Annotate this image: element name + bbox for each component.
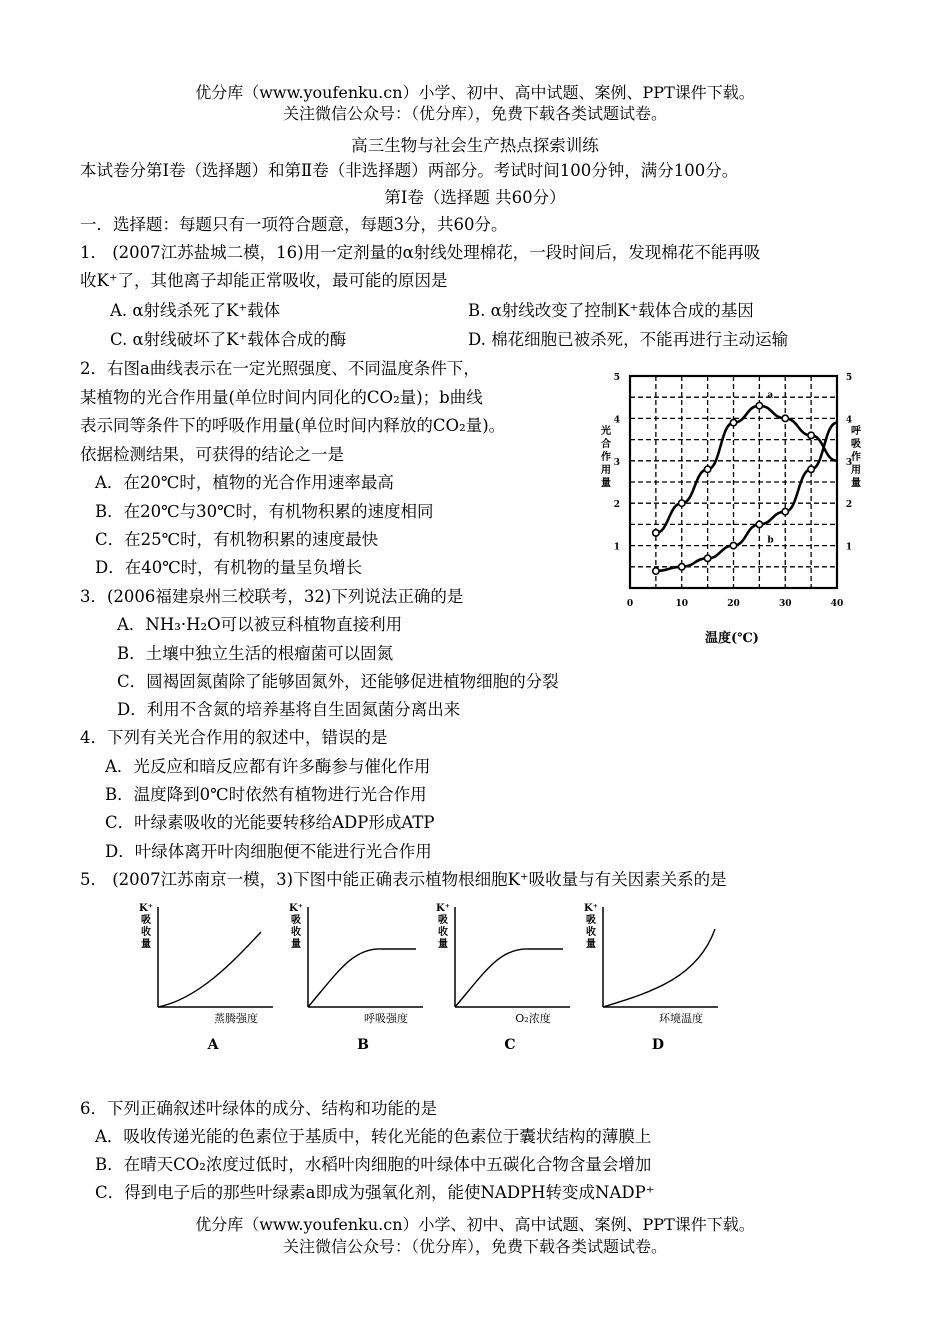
exam-intro: 本试卷分第Ⅰ卷（选择题）和第Ⅱ卷（非选择题）两部分。考试时间100分钟，满分100分。 bbox=[80, 161, 739, 180]
q4-option-c: C．叶绿素吸收的光能要转移给ADP形成ATP bbox=[105, 813, 435, 832]
q3-option-d: D．利用不含氮的培养基将自生固氮菌分离出来 bbox=[117, 700, 461, 719]
q6-option-b: B．在晴天CO₂浓度过低时，水稻叶肉细胞的叶绿体中五碳化合物含量会增加 bbox=[95, 1155, 652, 1174]
series-label-b: b bbox=[767, 535, 774, 546]
y-tick-label-left: 3 bbox=[613, 457, 620, 468]
q3-stem: 3．(2006福建泉州三校联考，32)下列说法正确的是 bbox=[80, 587, 464, 606]
panel-curve-C bbox=[455, 949, 563, 1007]
q6-stem: 6．下列正确叙述叶绿体的成分、结构和功能的是 bbox=[80, 1099, 437, 1118]
header-line1: 优分库（www.youfenku.cn）小学、初中、高中试题、案例、PPT课件下载。 bbox=[195, 83, 755, 102]
q6-option-c: C．得到电子后的那些叶绿素a即成为强氧化剂，能使NADPH转变成NADP⁺ bbox=[95, 1183, 655, 1202]
panel-y-label: K⁺吸收量 bbox=[584, 903, 598, 950]
data-point-a bbox=[679, 500, 685, 506]
panel-x-label: 环境温度 bbox=[659, 1012, 703, 1025]
x-tick-label: 10 bbox=[675, 599, 689, 609]
y-tick-label-right: 3 bbox=[845, 457, 853, 468]
q2-option-a: A．在20℃时，植物的光合作用速率最高 bbox=[95, 473, 394, 492]
y-tick-label-left: 5 bbox=[613, 373, 620, 383]
panel-curve-B bbox=[308, 949, 416, 1007]
data-point-a bbox=[704, 466, 710, 472]
q4-option-d: D．叶绿体离开叶肉细胞便不能进行光合作用 bbox=[105, 842, 432, 861]
y-tick-label-right: 5 bbox=[845, 373, 853, 383]
y-axis-label-left: 光合作用量 bbox=[601, 426, 611, 489]
q4-option-a: A．光反应和暗反应都有许多酶参与催化作用 bbox=[105, 757, 431, 776]
header-line2: 关注微信公众号：（优分库），免费下载各类试题试卷。 bbox=[282, 104, 667, 123]
x-axis-label: 温度(℃) bbox=[705, 631, 759, 646]
data-point-b bbox=[808, 466, 814, 472]
y-tick-label-right: 4 bbox=[845, 415, 853, 426]
q5-stem: 5． (2007江苏南京一模，3)下图中能正确表示植物根细胞K⁺吸收量与有关因素关系的是 bbox=[80, 870, 727, 889]
panel-id-label: D bbox=[651, 1037, 665, 1053]
data-point-b bbox=[704, 555, 710, 561]
photosynthesis-respiration-chart bbox=[592, 364, 870, 654]
x-tick-label: 0 bbox=[626, 599, 634, 609]
panel-y-label: K⁺吸收量 bbox=[139, 903, 153, 950]
panel-id-label: A bbox=[207, 1037, 219, 1053]
series-label-a: a bbox=[767, 390, 774, 401]
y-tick-label-left: 1 bbox=[613, 542, 620, 553]
data-point-a bbox=[808, 432, 814, 438]
data-point-b bbox=[730, 542, 736, 548]
panel-id-label: C bbox=[504, 1037, 516, 1053]
panel-x-label: 蒸腾强度 bbox=[214, 1012, 258, 1025]
q4-option-b: B．温度降到0℃时依然有植物进行光合作用 bbox=[105, 785, 427, 804]
panel-curve-A bbox=[158, 932, 261, 1007]
x-tick-label: 40 bbox=[830, 599, 844, 609]
q2-option-d: D．在40℃时，有机物的量呈负增长 bbox=[95, 558, 363, 577]
data-point-b bbox=[653, 568, 659, 574]
q2-stem-1: 2．右图a曲线表示在一定光照强度、不同温度条件下， bbox=[80, 359, 480, 378]
data-point-a bbox=[782, 415, 788, 421]
q2-option-b: B．在20℃与30℃时，有机物积累的速度相同 bbox=[95, 502, 434, 521]
q2-stem-4: 依据检测结果，可获得的结论之一是 bbox=[80, 445, 344, 464]
q3-option-c: C．圆褐固氮菌除了能够固氮外，还能够促进植物细胞的分裂 bbox=[117, 672, 559, 691]
q1-stem-2: 收K⁺了，其他离子却能正常吸收，最可能的原因是 bbox=[80, 271, 448, 290]
data-point-b bbox=[756, 521, 762, 527]
panel-y-label: K⁺吸收量 bbox=[436, 903, 450, 950]
data-point-a bbox=[730, 419, 736, 425]
k-uptake-graphs bbox=[130, 895, 750, 1060]
x-tick-label: 20 bbox=[727, 599, 740, 609]
footer-line2: 关注微信公众号：（优分库），免费下载各类试题试卷。 bbox=[282, 1237, 667, 1256]
q3-option-b: B．土壤中独立生活的根瘤菌可以固氮 bbox=[117, 644, 394, 663]
panel-x-label: 呼吸强度 bbox=[364, 1012, 408, 1025]
q2-option-c: C．在25℃时，有机物积累的速度最快 bbox=[95, 530, 379, 549]
page-title: 高三生物与社会生产热点探索训练 bbox=[351, 136, 599, 155]
q1-option-b: B. α射线改变了控制K⁺载体合成的基因 bbox=[468, 301, 754, 320]
y-tick-label-left: 4 bbox=[613, 415, 620, 426]
q3-option-a: A．NH₃·H₂O可以被豆科植物直接利用 bbox=[117, 615, 403, 634]
panel-y-label: K⁺吸收量 bbox=[289, 903, 303, 950]
y-tick-label-right: 2 bbox=[845, 500, 853, 511]
series-line-b bbox=[656, 423, 837, 571]
y-tick-label-left: 2 bbox=[613, 500, 620, 511]
q1-option-a: A. α射线杀死了K⁺载体 bbox=[110, 301, 281, 320]
q4-stem: 4．下列有关光合作用的叙述中，错误的是 bbox=[80, 728, 388, 747]
data-point-b bbox=[782, 508, 788, 514]
q6-option-a: A．吸收传递光能的色素位于基质中，转化光能的色素位于囊状结构的薄膜上 bbox=[95, 1127, 652, 1146]
panel-curve-D bbox=[603, 929, 715, 1007]
q1-option-c: C. α射线破坏了K⁺载体合成的酶 bbox=[110, 330, 347, 349]
q1-stem-1: 1． (2007江苏盐城二模，16)用一定剂量的α射线处理棉花，一段时间后，发现棉花不能再吸 bbox=[80, 243, 761, 262]
data-point-a bbox=[653, 530, 659, 536]
panel-id-label: B bbox=[357, 1037, 369, 1053]
q2-stem-2: 某植物的光合作用量(单位时间内同化的CO₂量)；b曲线 bbox=[80, 388, 483, 407]
footer-line1: 优分库（www.youfenku.cn）小学、初中、高中试题、案例、PPT课件下载。 bbox=[195, 1215, 755, 1234]
y-axis-label-right: 呼吸作用量 bbox=[851, 426, 861, 489]
section1-heading: 一．选择题：每题只有一项符合题意，每题3分，共60分。 bbox=[80, 215, 508, 234]
data-point-a bbox=[756, 402, 762, 408]
data-point-b bbox=[679, 564, 685, 570]
part1-heading: 第Ⅰ卷（选择题 共60分） bbox=[384, 188, 566, 207]
x-tick-label: 30 bbox=[778, 599, 792, 609]
y-tick-label-right: 1 bbox=[845, 542, 853, 553]
q1-option-d: D. 棉花细胞已被杀死，不能再进行主动运输 bbox=[468, 330, 789, 349]
panel-x-label: O₂浓度 bbox=[515, 1012, 551, 1025]
q2-stem-3: 表示同等条件下的呼吸作用量(单位时间内释放的CO₂量)。 bbox=[80, 416, 506, 435]
